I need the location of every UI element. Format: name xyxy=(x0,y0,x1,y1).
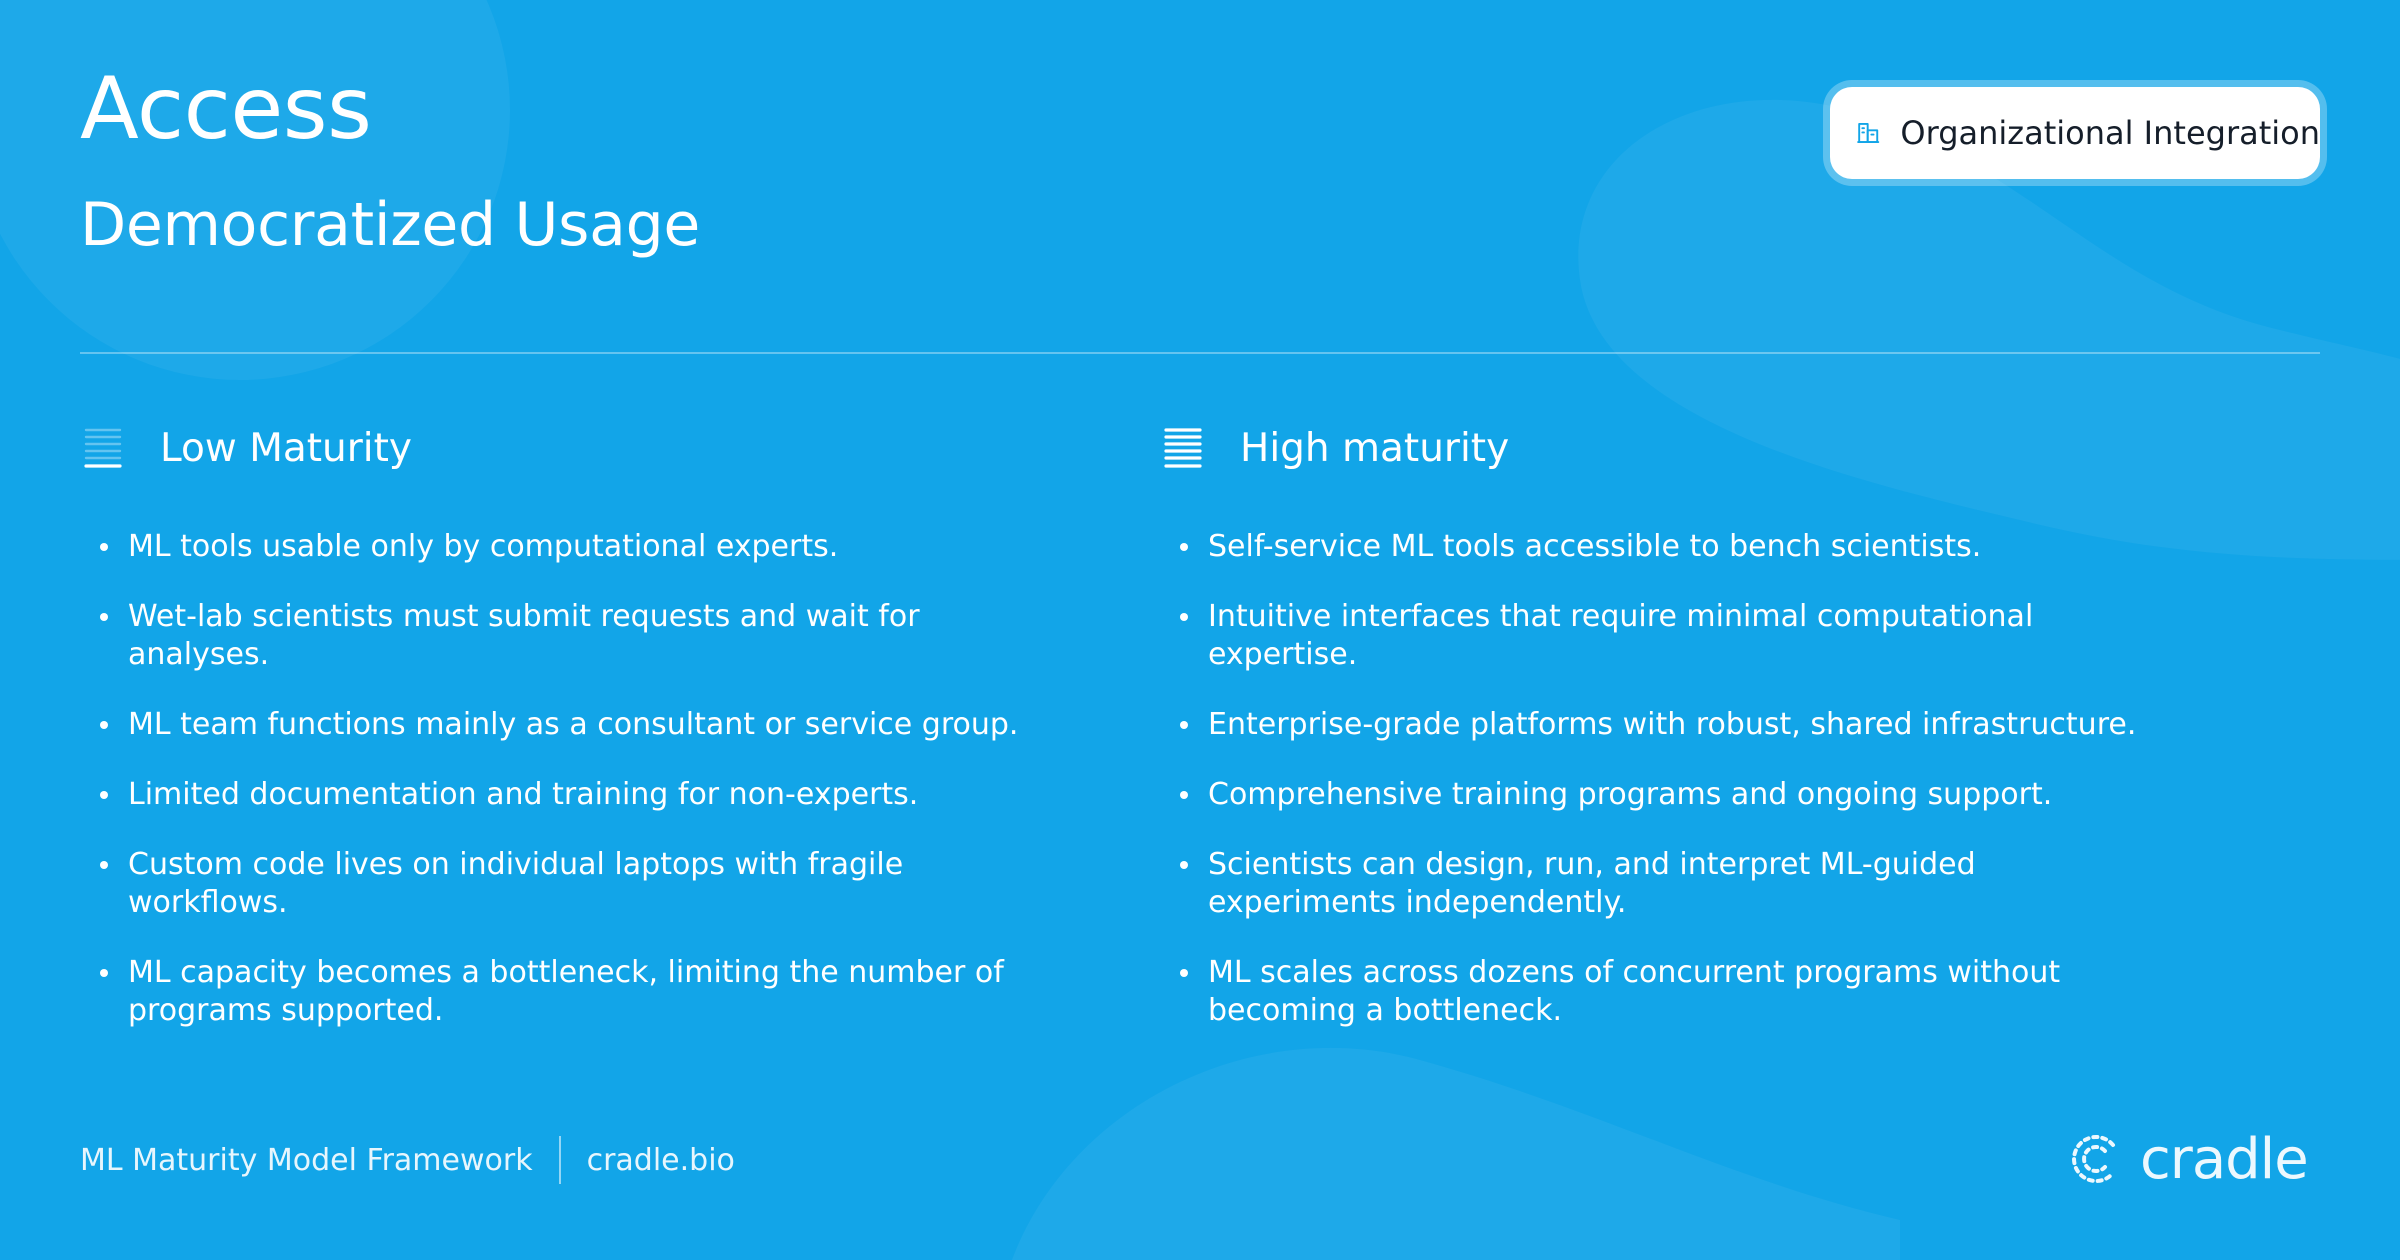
high-maturity-title: High maturity xyxy=(1240,425,1510,471)
low-maturity-item: Wet-lab scientists must submit requests and wait for analyses. xyxy=(80,598,1060,674)
low-maturity-item: ML capacity becomes a bottleneck, limiting the number of programs supported. xyxy=(80,954,1060,1030)
low-maturity-list xyxy=(80,528,1060,1062)
cradle-logo xyxy=(2066,1126,2308,1192)
low-maturity-title: Low Maturity xyxy=(160,425,412,471)
high-level-bars-icon xyxy=(1160,425,1206,471)
high-maturity-item: Intuitive interfaces that require minimal computational expertise. xyxy=(1160,598,2140,674)
organizational-integration-badge xyxy=(1830,87,2320,179)
high-maturity-list xyxy=(1160,528,2140,1062)
footer-separator xyxy=(559,1136,561,1184)
low-level-bars-icon xyxy=(80,425,126,471)
high-maturity-column xyxy=(1160,418,2140,1028)
low-maturity-item: ML team functions mainly as a consultant or service group. xyxy=(80,706,1060,744)
page-title: Access xyxy=(80,59,372,159)
building-icon xyxy=(1856,110,1880,156)
high-maturity-item: Self-service ML tools accessible to bench scientists. xyxy=(1160,528,2140,566)
low-maturity-column xyxy=(80,418,1060,1028)
high-maturity-item: Enterprise-grade platforms with robust, shared infrastructure. xyxy=(1160,706,2140,744)
cradle-logo-icon xyxy=(2066,1129,2126,1189)
low-maturity-item: Custom code lives on individual laptops with fragile workflows. xyxy=(80,846,1060,922)
low-maturity-item: Limited documentation and training for non-experts. xyxy=(80,776,1060,814)
page-subtitle: Democratized Usage xyxy=(80,190,701,260)
high-maturity-item: ML scales across dozens of concurrent programs without becoming a bottleneck. xyxy=(1160,954,2140,1030)
badge-label: Organizational Integration xyxy=(1900,114,2320,152)
low-maturity-header xyxy=(80,418,1060,478)
logo-text: cradle xyxy=(2140,1126,2308,1192)
footer-site-link[interactable]: cradle.bio xyxy=(586,1142,735,1178)
high-maturity-header xyxy=(1160,418,2140,478)
footer-framework-label: ML Maturity Model Framework xyxy=(80,1142,533,1178)
low-maturity-item: ML tools usable only by computational experts. xyxy=(80,528,1060,566)
header-divider xyxy=(80,352,2320,354)
footer xyxy=(80,1136,735,1184)
high-maturity-item: Scientists can design, run, and interpret ML-guided experiments independently. xyxy=(1160,846,2140,922)
high-maturity-item: Comprehensive training programs and ongoing support. xyxy=(1160,776,2140,814)
